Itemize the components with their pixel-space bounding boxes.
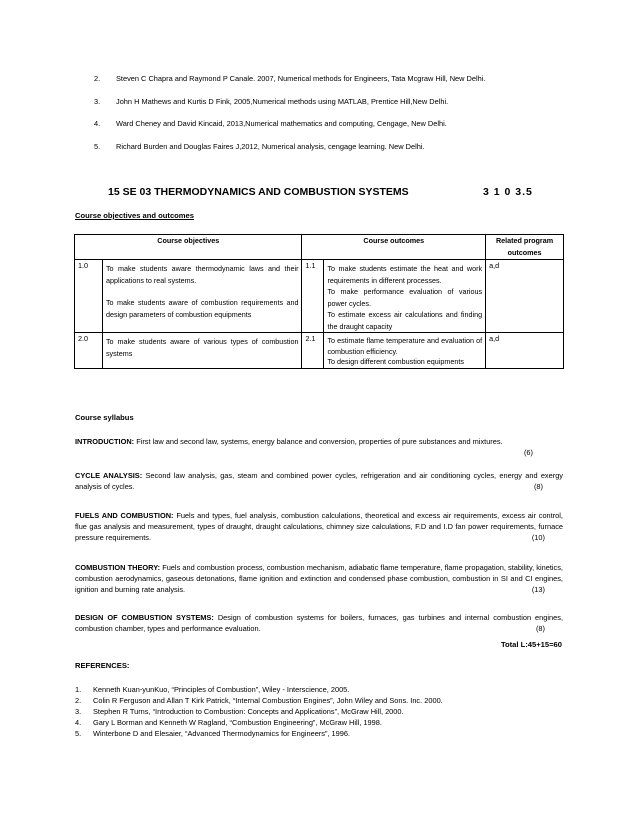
related-outcomes: a,d: [486, 260, 564, 333]
list-item: 3. Stephen R Turns, “Introduction to Combustion: Concepts and Applications”, McGraw Hill, 2000.: [75, 707, 404, 716]
outcome-number: 1.1: [302, 260, 324, 333]
list-item: 4. Gary L Borman and Kenneth W Ragland, “Combustion Engineering”, McGraw Hill, 1998.: [75, 718, 382, 727]
header-objectives: Course objectives: [75, 235, 302, 260]
objectives-table: [74, 234, 564, 369]
related-outcomes: a,d: [486, 333, 564, 369]
outcome-text: To estimate flame temperature and evaluation of combustion efficiency. To design different combustion equipments: [324, 333, 486, 369]
objectives-heading: Course objectives and outcomes: [75, 211, 195, 220]
syllabus-total: Total L:45+15=60: [500, 640, 562, 649]
objective-text: To make students aware of various types of combustion systems: [102, 333, 302, 369]
list-item: 5. Richard Burden and Douglas Faires J,2012, Numerical analysis, cengage learning. New Delhi.: [94, 142, 425, 151]
list-item: 1. Kenneth Kuan-yunKuo, “Principles of Combustion”, Wiley - Interscience, 2005.: [75, 685, 350, 694]
syllabus-unit-introduction: INTRODUCTION: First law and second law, systems, energy balance and conversion, properties of pure substances and mixtures. (6): [75, 437, 533, 457]
syllabus-unit-design-of-combustion-systems: DESIGN OF COMBUSTION SYSTEMS: Design of combustion systems for boilers, furnaces, gas turbines and internal combustion engines, combustion chamber, types and performance evaluation. (8): [75, 613, 563, 633]
outcome-text: To make students estimate the heat and work requirements in different processes. To make performance evaluation of various power cycles. To estimate excess air calculations and finding the draught capacity: [324, 260, 486, 333]
header-outcomes: Course outcomes: [302, 235, 486, 260]
list-item: 2. Steven C Chapra and Raymond P Canale. 2007, Numerical methods for Engineers, Tata Mcgraw Hill, New Delhi.: [94, 74, 486, 83]
references-list: [75, 684, 443, 739]
course-title-row: [108, 186, 558, 198]
list-item: 2. Colin R Ferguson and Allan T Kirk Patrick, “Internal Combustion Engines”, John Wiley and Sons. Inc. 2000.: [75, 696, 443, 705]
syllabus-unit-cycle-analysis: CYCLE ANALYSIS: Second law analysis, gas, steam and combined power cycles, refrigeration and air conditioning cycles, energy and exergy analysis of cycles. (8): [75, 471, 564, 491]
course-credits: 3 1 0 3.5: [483, 186, 533, 198]
list-item: 4. Ward Cheney and David Kincaid, 2013,Numerical mathematics and computing, Cengage, New Delhi.: [94, 119, 447, 128]
course-title: 15 SE 03 THERMODYNAMICS AND COMBUSTION SYSTEMS: [108, 186, 409, 198]
objective-number: 1.0: [75, 260, 103, 333]
table-row: [75, 260, 564, 333]
syllabus-unit-combustion-theory: COMBUSTION THEORY: Fuels and combustion process, combustion mechanism, adiabatic flame temperature, flame propagation, stability, kinetics, combustion aerodynamics, gaseous detonations, flame ignition and extinction and condensed phase combustion, combustion in SI and CI engines, ignition and burning rate analysis. (13): [75, 563, 563, 594]
header-related: Related program outcomes: [486, 235, 564, 260]
syllabus-unit-fuels-and-combustion: FUELS AND COMBUSTION: Fuels and types, fuel analysis, combustion calculations, theoretical and excess air requirements, excess air control, flue gas analysis and measurement, types of draught, draught calculations, chimney size calculations, F.D and I.D fan power requirements, furnace pressure requirements. (10): [75, 511, 563, 542]
table-row: [75, 333, 564, 369]
objective-number: 2.0: [75, 333, 103, 369]
list-item: 5. Winterbone D and Elesaier, “Advanced Thermodynamics for Engineers”, 1996.: [75, 729, 351, 738]
objective-text: To make students aware thermodynamic laws and their applications to real systems. To make students aware of combustion requirements and design parameters of combustion equipments: [102, 260, 302, 333]
syllabus-heading: Course syllabus: [75, 413, 134, 422]
table-header-row: [75, 235, 564, 260]
references-heading: REFERENCES:: [75, 661, 130, 670]
list-item: 3. John H Mathews and Kurtis D Fink, 2005,Numerical methods using MATLAB, Prentice Hill,New Delhi.: [94, 97, 449, 106]
outcome-number: 2.1: [302, 333, 324, 369]
